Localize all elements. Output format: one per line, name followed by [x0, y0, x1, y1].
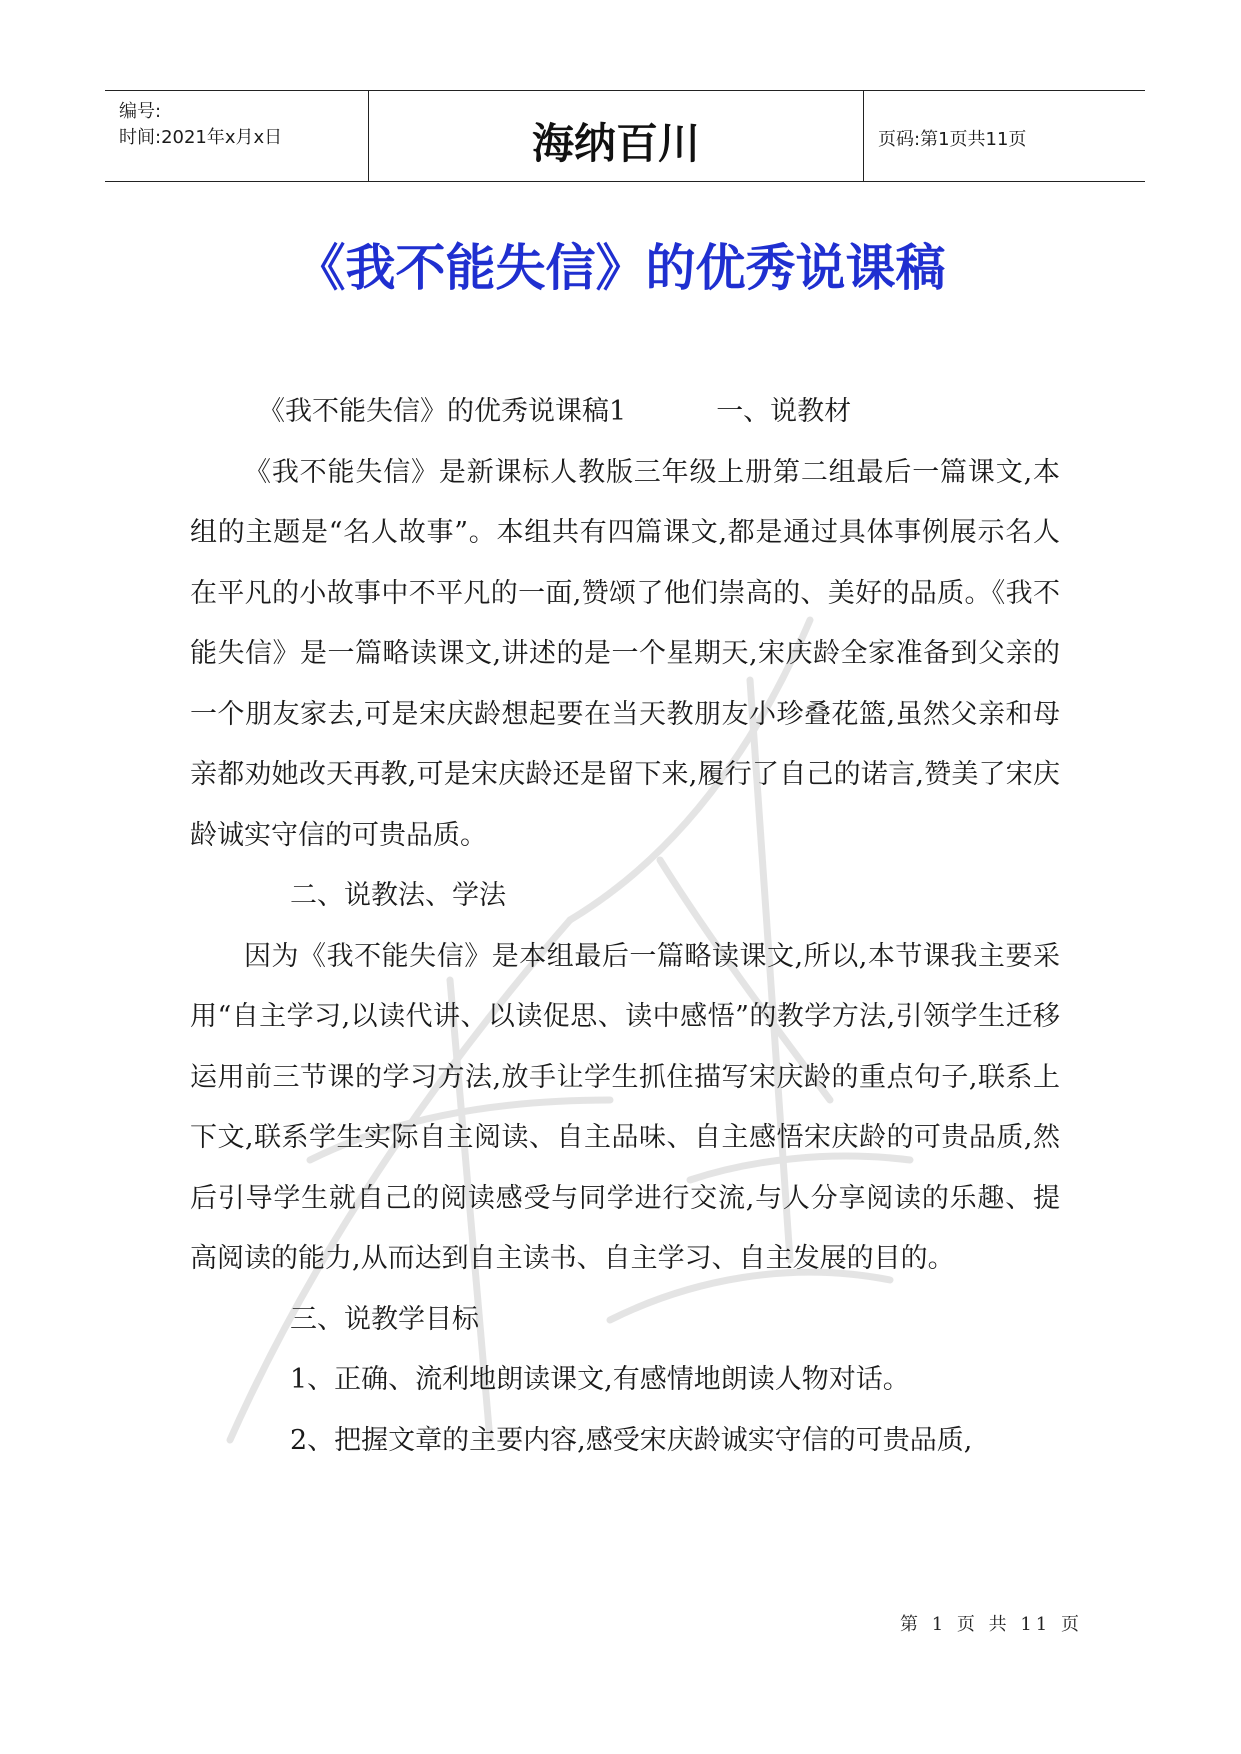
brand-title: 海纳百川 — [531, 119, 700, 168]
section-heading-methods: 二、说教法、学法 — [290, 880, 506, 911]
header-meta-cell — [105, 91, 369, 181]
document-title: 《我不能失信》的优秀说课稿 — [295, 239, 946, 297]
header-brand-cell — [369, 91, 864, 181]
heading-line-right: 一、说教材 — [716, 396, 852, 427]
section-heading-goals: 三、说教学目标 — [290, 1303, 479, 1335]
paragraph-teaching-material: 《我不能失信》是新课标人教版三年级上册第二组最后一篇课文,本组的主题是“名人故事”。本组共有四篇课文,都是通过具体事例展示名人在平凡的小故事中不平凡的一面,赞颂了他们崇高的、美好的品质。《我不能失信》是一篇略读课文,讲述的是一个星期天,宋庆龄全家准备到父亲的一个朋友家去,可是宋庆龄想起要在当天教朋友小珍叠花篮,虽然父亲和母亲都劝她改天再教,可是宋庆龄还是留下来,履行了自己的诺言,赞美了宋庆龄诚实守信的可贵品质。 — [190, 456, 1060, 851]
heading-line-left: 《我不能失信》的优秀说课稿1 — [258, 396, 627, 427]
document-body — [190, 382, 1060, 1471]
time-label: 时间:2021年x月x日 — [119, 127, 283, 148]
serial-label: 编号: — [119, 101, 162, 122]
page-number-label: 页码:第1页共11页 — [878, 129, 1027, 150]
header-page-cell — [864, 91, 1145, 181]
section-heading-line — [190, 382, 1060, 443]
page-footer: 第 1 页 共 11 页 — [900, 1614, 1083, 1635]
goal-item-2: 2、把握文章的主要内容,感受宋庆龄诚实守信的可贵品质, — [290, 1424, 973, 1456]
paragraph-methods: 因为《我不能失信》是本组最后一篇略读课文,所以,本节课我主要采用“自主学习,以读代讲、以读促思、读中感悟”的教学方法,引领学生迁移运用前三节课的学习方法,放手让学生抓住描写宋庆龄的重点句子,联系上下文,联系学生实际自主阅读、自主品味、自主感悟宋庆龄的可贵品质,然后引导学生就自己的阅读感受与同学进行交流,与人分享阅读的乐趣、提高阅读的能力,从而达到自主读书、自主学习、自主发展的目的。 — [190, 940, 1060, 1274]
header-table — [105, 90, 1145, 182]
goal-item-1: 1、正确、流利地朗读课文,有感情地朗读人物对话。 — [290, 1364, 910, 1395]
